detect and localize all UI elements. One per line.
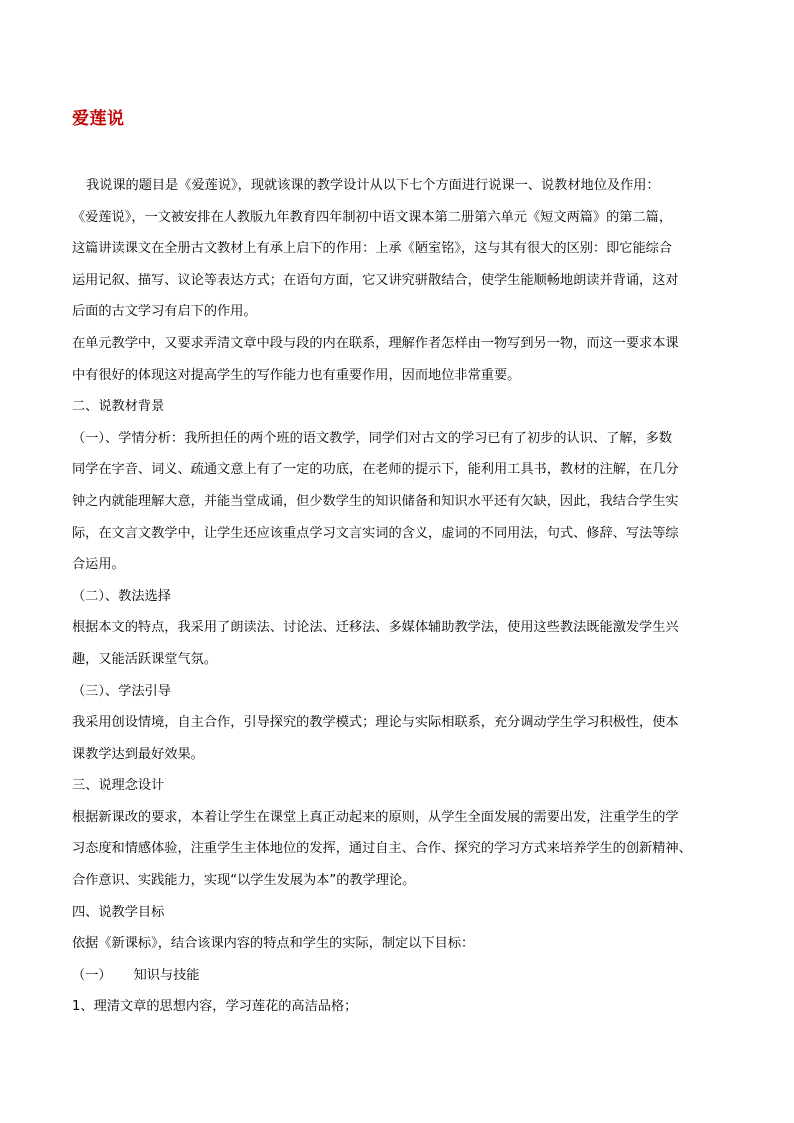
paragraph-line: 我说课的题目是《爱莲说》，现就该课的教学设计从以下七个方面进行说课一、说教材地位及作用：	[86, 178, 660, 193]
paragraph-line: 合运用。	[72, 557, 125, 573]
paragraph-line: 后面的古文学习有启下的作用。	[72, 304, 257, 320]
subsection-heading: （三）、学法引导	[72, 683, 171, 699]
paragraph-line: 钟之内就能理解大意，并能当堂成诵，但少数学生的知识储备和知识水平还有欠缺，因此，我结合学生实	[72, 493, 679, 509]
document-body	[72, 170, 724, 1023]
subsection-number: （一）	[72, 967, 112, 983]
subsection-heading: （二）、教法选择	[72, 588, 171, 604]
section-heading: 二、说教材背景	[72, 399, 165, 415]
paragraph-line: 中有很好的体现这对提高学生的写作能力也有重要作用，因而地位非常重要。	[72, 367, 521, 383]
paragraph-line: （一）、学情分析：我所担任的两个班的语文教学，同学们对古文的学习已有了初步的认识、了解，多数	[72, 430, 673, 446]
paragraph-line: 在单元教学中，又要求弄清文章中段与段的内在联系，理解作者怎样由一物写到另一物，而这一要求本课	[72, 335, 679, 351]
section-heading: 四、说教学目标	[72, 904, 165, 920]
paragraph-line: 际，在文言文教学中，让学生还应该重点学习文言实词的含义，虚词的不同用法，句式、修辞、写法等综	[72, 525, 679, 541]
section-heading: 三、说理念设计	[72, 778, 165, 794]
paragraph-line: 课教学达到最好效果。	[72, 746, 204, 762]
paragraph-line: 运用记叙、描写、议论等表达方式；在语句方面，它又讲究骈散结合，使学生能顺畅地朗读并背诵，这对	[72, 272, 679, 288]
subsection-title: 知识与技能	[133, 967, 200, 983]
paragraph-line: 趣，又能活跃课堂气氛。	[72, 651, 218, 667]
subsection-heading	[72, 960, 724, 992]
paragraph-line: 习态度和情感体验，注重学生主体地位的发挥，通过自主、合作、探究的学习方式来培养学生的创新精神、	[72, 841, 692, 857]
paragraph-line: 根据新课改的要求，本着让学生在课堂上真正动起来的原则，从学生全面发展的需要出发，注重学生的学	[72, 809, 679, 825]
document-title: 爱莲说	[72, 109, 125, 129]
paragraph-line: 这篇讲读课文在全册古文教材上有承上启下的作用：上承《陋室铭》，这与其有很大的区别：即它能综合	[72, 241, 673, 257]
paragraph-line: 同学在字音、词义、疏通文意上有了一定的功底，在老师的提示下，能利用工具书，教材的注解，在几分	[72, 462, 679, 478]
paragraph-line: 合作意识、实践能力，实现“以学生发展为本”的教学理论。	[72, 873, 416, 889]
paragraph-line: 依据《新课标》，结合该课内容的特点和学生的实际，制定以下目标：	[72, 936, 475, 952]
paragraph-line: 根据本文的特点，我采用了朗读法、讨论法、迁移法、多媒体辅助教学法，使用这些教法既能激发学生兴	[72, 620, 679, 636]
paragraph-line: 1、理清文章的思想内容，学习莲花的高洁品格；	[72, 999, 358, 1015]
paragraph-line: 《爱莲说》，一文被安排在人教版九年教育四年制初中语文课本第二册第六单元《短文两篇》的第二篇，	[72, 209, 673, 225]
paragraph-line: 我采用创设情境，自主合作，引导探究的教学模式；理论与实际相联系，充分调动学生学习积极性，使本	[72, 715, 679, 731]
